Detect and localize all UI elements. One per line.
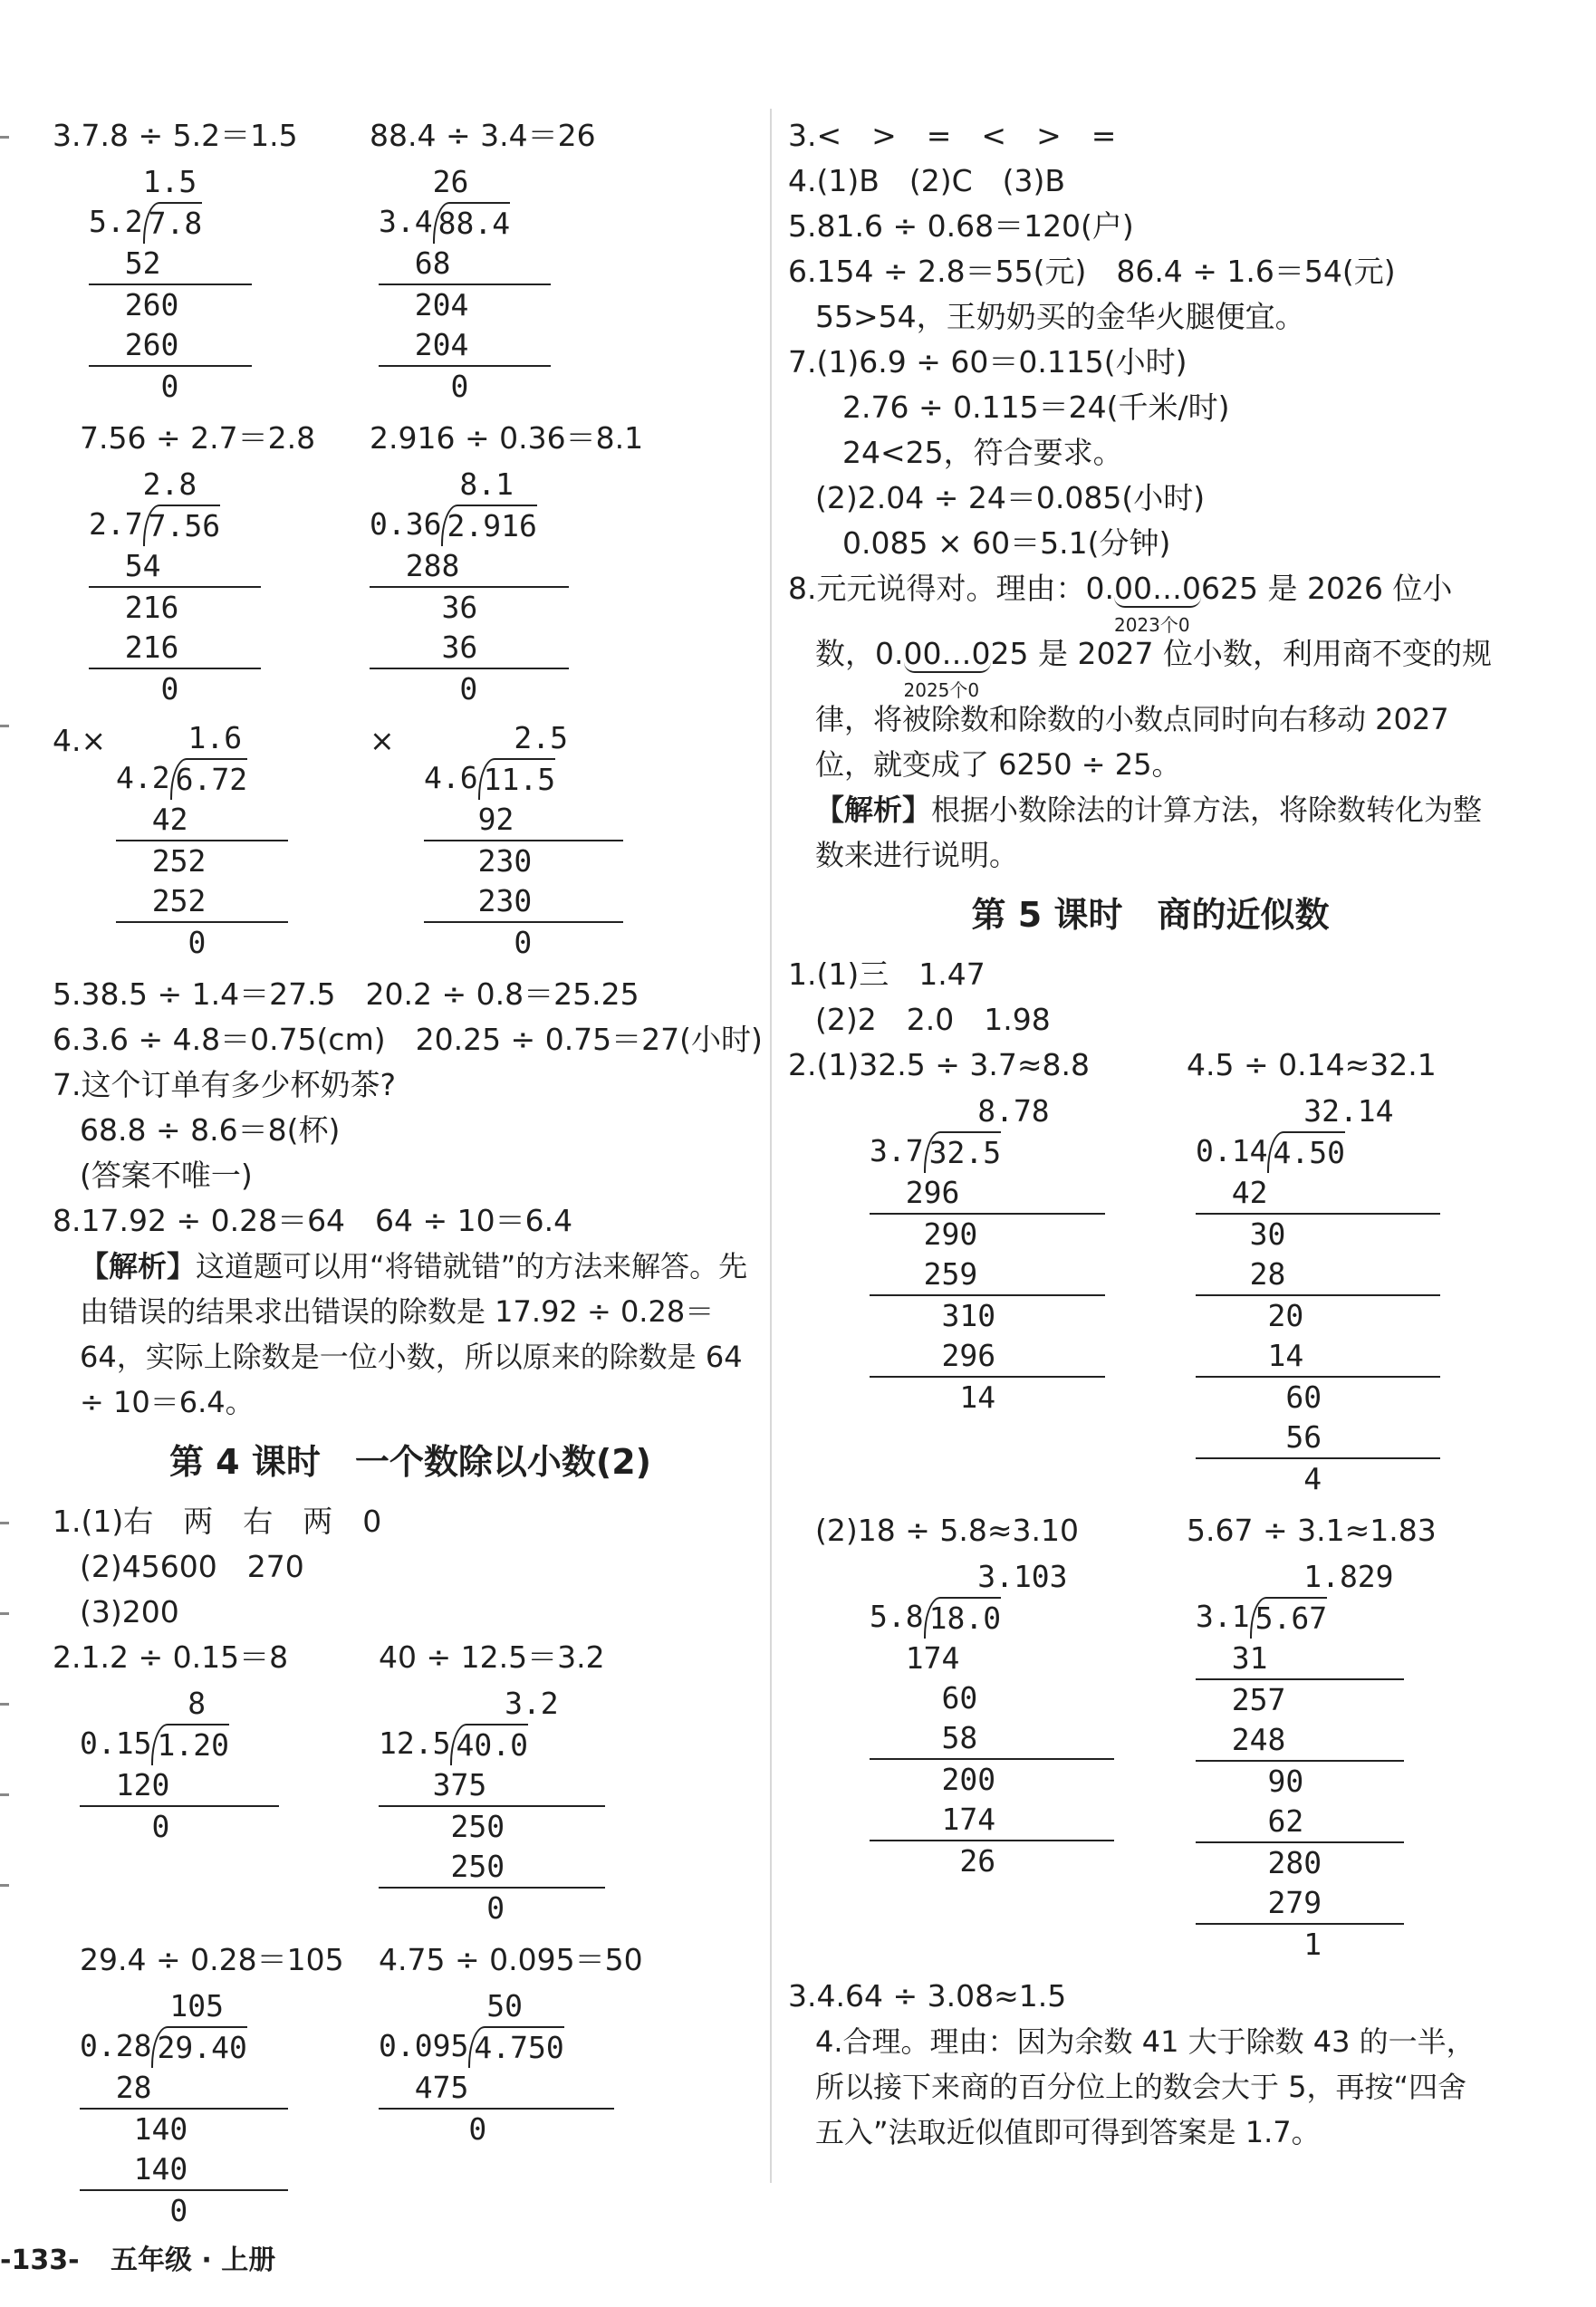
long-division-d11: [788, 1091, 1187, 1418]
quotient: 8: [80, 1686, 207, 1721]
long-division-d1: [53, 162, 370, 407]
division-step: 60: [1196, 1379, 1322, 1415]
division-step: 204: [379, 287, 469, 322]
long-division-d12: [1187, 1091, 1513, 1499]
analysis-tag: 【解析】: [815, 793, 932, 827]
divisor: 2.7: [89, 506, 143, 542]
division-step: 0: [89, 369, 179, 404]
dividend: 7.8: [143, 202, 203, 244]
long-division-d8: [379, 1684, 741, 1928]
divisor: 0.28: [80, 2028, 152, 2063]
division-step: 140: [80, 2111, 188, 2147]
dividend: 32.5: [924, 1131, 1001, 1173]
division-step: 279: [1196, 1883, 1404, 1925]
r-q8-line3: 律，将被除数和除数的小数点同时向右移动 2027 位，就变成了 6250 ÷ 25。: [815, 702, 1449, 782]
division-step: 14: [870, 1379, 996, 1415]
q8-text: 8.元元说得对。理由：0.: [788, 571, 1114, 606]
division-step: 0: [379, 1890, 505, 1926]
brace-digits: 00…0: [903, 636, 991, 671]
division-step: 0: [80, 2193, 188, 2228]
lesson4-title: 第 4 课时 一个数除以小数(2): [168, 1442, 652, 1482]
division-step: 54: [89, 546, 261, 588]
division-step: 140: [80, 2149, 288, 2191]
division-step: 42: [1196, 1173, 1440, 1215]
dividend: 88.4: [433, 202, 510, 244]
division-step: 375: [379, 1765, 605, 1807]
division-step: 288: [370, 546, 569, 588]
long-division-d9: [53, 1986, 379, 2231]
divisor: 0.36: [370, 506, 442, 542]
division-step: 230: [424, 881, 623, 923]
division-step: 250: [379, 1809, 505, 1844]
long-division-d2: [370, 162, 732, 407]
division-step: 216: [89, 590, 179, 625]
division-step: 230: [424, 843, 533, 879]
division-step: 216: [89, 628, 261, 669]
divisor: 4.2: [116, 760, 170, 795]
division-step: 36: [370, 590, 478, 625]
divisor: 5.2: [89, 204, 143, 239]
quotient: 50: [379, 1988, 523, 2023]
r-q7-a: 7.(1)6.9 ÷ 60＝0.115(小时): [788, 344, 1187, 380]
l5-q2-a: 2.(1)32.5 ÷ 3.7≈8.8: [788, 1047, 1090, 1082]
q8-analysis: [53, 1244, 768, 1425]
q6-answer: 6.3.6 ÷ 4.8＝0.75(cm) 20.25 ÷ 0.75＝27(小时): [53, 1022, 763, 1057]
division-step: 30: [1196, 1216, 1286, 1252]
q8-text: 25 是 2027 位小数，利用商不变的规: [990, 636, 1492, 671]
divisor: 5.8: [870, 1599, 924, 1634]
r-q3: 3.< > = < > =: [788, 118, 1117, 153]
division-step: 260: [89, 287, 179, 322]
division-step: 58: [870, 1718, 1114, 1760]
division-step: 90: [1196, 1764, 1304, 1799]
r-q7-c: 24<25，符合要求。: [842, 435, 1123, 470]
binding-edge-marks: [0, 109, 11, 1920]
zero-brace: [1113, 566, 1201, 636]
division-step: 174: [870, 1800, 1114, 1841]
long-division-d3: [53, 465, 370, 709]
l5-q1-a: 1.(1)三 1.47: [788, 956, 985, 992]
division-step: 20: [1196, 1298, 1304, 1333]
division-step: 260: [89, 325, 252, 367]
division-step: 4: [1196, 1461, 1322, 1496]
q3-equation-d: 2.916 ÷ 0.36＝8.1: [370, 420, 644, 456]
division-step: 56: [1196, 1418, 1440, 1459]
dividend: 18.0: [924, 1597, 1001, 1639]
analysis-tag: 【解析】: [80, 1249, 197, 1283]
q4-label-b: ×: [370, 723, 395, 758]
division-step: 0: [116, 925, 207, 960]
r-q8-analysis: [788, 787, 1485, 878]
quotient: 8.1: [370, 466, 514, 502]
q8-text: 数，0.: [815, 636, 904, 671]
l5-q3: 3.4.64 ÷ 3.08≈1.5: [788, 1978, 1067, 2014]
division-step: 42: [116, 800, 288, 841]
division-step: 0: [80, 1809, 170, 1844]
division-step: 28: [80, 2068, 288, 2110]
long-division-d5: [116, 718, 288, 963]
l5-q2-b: 4.5 ÷ 0.14≈32.1: [1187, 1047, 1437, 1082]
quotient: 2.8: [89, 466, 197, 502]
q7-answer: 68.8 ÷ 8.6＝8(杯): [80, 1112, 341, 1148]
quotient: 8.78: [870, 1093, 1050, 1129]
division-step: 0: [89, 671, 179, 707]
division-step: 1: [1196, 1927, 1322, 1962]
analysis-text: 这道题可以用“将错就错”的方法来解答。先由错误的结果求出错误的除数是 17.92 ÷ 0.28＝64，实际上除数是一位小数，所以原来的除数是 64 ÷ 10＝6.4。: [80, 1249, 748, 1419]
division-step: 0: [379, 369, 469, 404]
divisor: 12.5: [379, 1725, 451, 1761]
quotient: 105: [80, 1988, 224, 2023]
grade-label: 五年级 · 上册: [110, 2245, 276, 2276]
long-division-d10: [379, 1986, 741, 2149]
l4-q1-b: (2)45600 270: [80, 1549, 304, 1584]
long-division-d4: [370, 465, 732, 709]
division-step: 248: [1196, 1720, 1404, 1762]
division-step: 174: [870, 1640, 960, 1676]
l4-q2-a: 2.1.2 ÷ 0.15＝8: [53, 1639, 289, 1675]
division-step: 250: [379, 1847, 605, 1889]
long-division-d13: [788, 1557, 1187, 1881]
brace-note: 2025个0: [903, 679, 980, 701]
divisor: 4.6: [424, 760, 478, 795]
q3-equation-c: 7.56 ÷ 2.7＝2.8: [80, 420, 316, 456]
division-step: 252: [116, 881, 288, 923]
division-step: 0: [379, 2111, 487, 2147]
q4-label-a: 4.×: [53, 723, 107, 758]
quotient: 1.5: [89, 164, 197, 199]
lesson5-title: 第 5 课时 商的近似数: [971, 895, 1330, 935]
division-step: 26: [870, 1843, 996, 1879]
r-q7-e: 0.085 × 60＝5.1(分钟): [842, 525, 1171, 561]
q7-note: (答案不唯一): [80, 1158, 253, 1193]
q5-answer: 5.38.5 ÷ 1.4＝27.5 20.2 ÷ 0.8＝25.25: [53, 976, 639, 1012]
division-step: 290: [870, 1216, 978, 1252]
dividend: 40.0: [450, 1724, 527, 1765]
l5-q1-b: (2)2 2.0 1.98: [815, 1002, 1051, 1037]
divisor: 3.1: [1196, 1599, 1250, 1634]
division-step: 68: [379, 244, 551, 285]
q8-answer: 8.17.92 ÷ 0.28＝64 64 ÷ 10＝6.4: [53, 1203, 573, 1238]
l5-q2-c: (2)18 ÷ 5.8≈3.10: [815, 1513, 1079, 1548]
q3-equation-b: 88.4 ÷ 3.4＝26: [370, 118, 596, 153]
divisor: 0.14: [1196, 1133, 1268, 1168]
brace-note: 2023个0: [1113, 614, 1190, 636]
q8-text: 625 是 2026 位小: [1200, 571, 1453, 606]
q7-question: 7.这个订单有多少杯奶茶?: [53, 1067, 397, 1102]
quotient: 3.2: [379, 1686, 559, 1721]
zero-brace: [903, 631, 991, 701]
division-step: 0: [424, 925, 533, 960]
division-step: 257: [1196, 1682, 1286, 1717]
divisor: 3.7: [870, 1133, 924, 1168]
long-division-d14: [1187, 1557, 1513, 1965]
division-step: 310: [870, 1298, 996, 1333]
quotient: 1.829: [1196, 1559, 1394, 1594]
division-step: 28: [1196, 1254, 1440, 1296]
l4-q1-a: 1.(1)右 两 右 两 0: [53, 1504, 382, 1539]
dividend: 4.50: [1267, 1131, 1344, 1173]
l5-q2-d: 5.67 ÷ 3.1≈1.83: [1187, 1513, 1437, 1548]
division-step: 200: [870, 1762, 996, 1797]
division-step: 475: [379, 2068, 614, 2110]
dividend: 1.20: [151, 1724, 228, 1765]
l4-q1-c: (3)200: [80, 1594, 179, 1629]
quotient: 26: [379, 164, 469, 199]
division-step: 52: [89, 244, 252, 285]
column-divider: [770, 109, 772, 2183]
division-step: 280: [1196, 1845, 1322, 1880]
dividend: 29.40: [151, 2026, 246, 2068]
dividend: 5.67: [1250, 1597, 1327, 1639]
long-division-d6: [424, 718, 623, 963]
q3-equation-a: 3.7.8 ÷ 5.2＝1.5: [53, 118, 298, 153]
r-q6-b: 55>54，王奶奶买的金华火腿便宜。: [815, 299, 1305, 334]
division-step: 36: [370, 628, 569, 669]
division-step: 259: [870, 1254, 1105, 1296]
division-step: 296: [870, 1336, 1105, 1378]
r-q4: 4.(1)B (2)C (3)B: [788, 163, 1066, 198]
divisor: 0.15: [80, 1725, 152, 1761]
division-step: 120: [80, 1765, 279, 1807]
division-step: 296: [870, 1173, 1105, 1215]
dividend: 6.72: [170, 758, 247, 800]
quotient: 1.6: [116, 720, 243, 755]
dividend: 7.56: [143, 505, 220, 546]
division-step: 31: [1196, 1639, 1404, 1680]
division-step: 60: [870, 1680, 978, 1716]
dividend: 2.916: [441, 505, 536, 546]
division-step: 62: [1196, 1802, 1404, 1843]
quotient: 3.103: [870, 1559, 1068, 1594]
l4-q2-b: 40 ÷ 12.5＝3.2: [379, 1639, 605, 1675]
division-step: 0: [370, 671, 478, 707]
page-footer: [0, 2237, 275, 2277]
division-step: 252: [116, 843, 207, 879]
left-column: [53, 113, 768, 2240]
division-step: 92: [424, 800, 623, 841]
page-number: -133-: [0, 2245, 80, 2276]
l4-q2-d: 4.75 ÷ 0.095＝50: [379, 1942, 643, 1977]
quotient: 32.14: [1196, 1093, 1394, 1129]
r-q6-a: 6.154 ÷ 2.8＝55(元) 86.4 ÷ 1.6＝54(元): [788, 254, 1396, 289]
long-division-d7: [53, 1684, 379, 1847]
dividend: 11.5: [478, 758, 555, 800]
l4-q2-c: 29.4 ÷ 0.28＝105: [80, 1942, 344, 1977]
divisor: 0.095: [379, 2028, 469, 2063]
brace-digits: 00…0: [1113, 571, 1201, 606]
r-q8-line1: [788, 566, 1513, 636]
dividend: 4.750: [468, 2026, 563, 2068]
right-column: [788, 113, 1513, 2155]
quotient: 2.5: [424, 720, 568, 755]
division-step: 204: [379, 325, 551, 367]
r-q7-d: (2)2.04 ÷ 24＝0.085(小时): [815, 480, 1206, 515]
r-q7-b: 2.76 ÷ 0.115＝24(千米/时): [842, 389, 1230, 425]
division-step: 14: [1196, 1336, 1440, 1378]
analysis-text: 根据小数除法的计算方法，将除数转化为整数来进行说明。: [815, 793, 1483, 872]
l5-q4: 4.合理。理由：因为余数 41 大于除数 43 的一半，所以接下来商的百分位上的数会大于 5，再按“四舍五入”法取近似值即可得到答案是 1.7。: [815, 2024, 1476, 2149]
r-q5: 5.81.6 ÷ 0.68＝120(户): [788, 208, 1134, 244]
divisor: 3.4: [379, 204, 433, 239]
